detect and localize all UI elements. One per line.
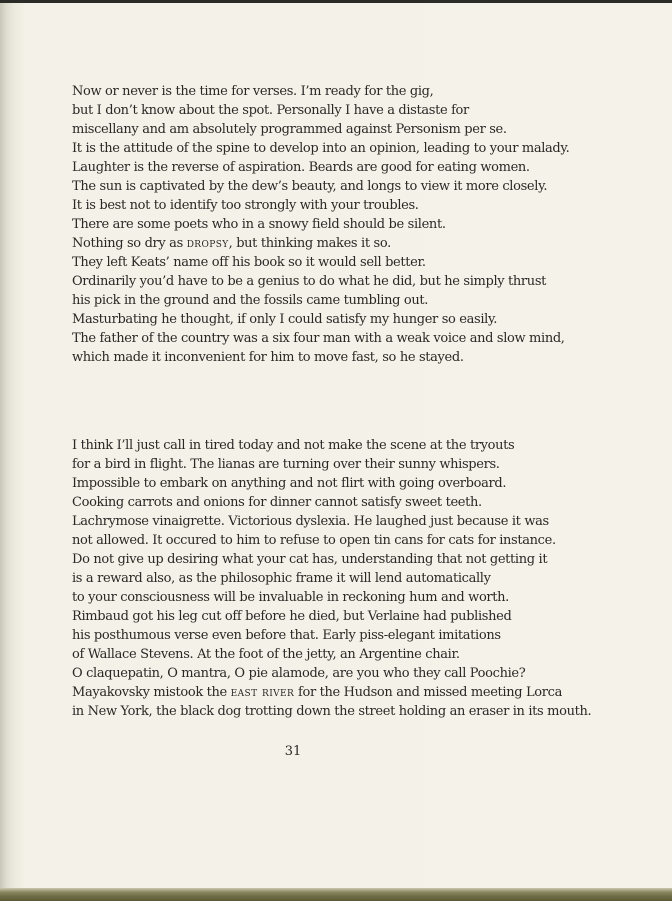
poem-line: I think I’ll just call in tired today and not make the scene at the tryouts bbox=[72, 438, 515, 453]
poem-line: It is best not to identify too strongly with your troubles. bbox=[72, 198, 419, 213]
poem-stanza-1 bbox=[72, 82, 662, 367]
poem-line: Ordinarily you’d have to be a genius to do what he did, but he simply thrust bbox=[72, 274, 547, 289]
poem-line: They left Keats’ name off his book so it would sell better. bbox=[72, 255, 426, 270]
poem-line: of Wallace Stevens. At the foot of the jetty, an Argentine chair. bbox=[72, 647, 460, 662]
poem-line: Cooking carrots and onions for dinner cannot satisfy sweet teeth. bbox=[72, 495, 482, 510]
poem-line: O claquepatin, O mantra, O pie alamode, are you who they call Poochie? bbox=[72, 666, 526, 681]
line-text: Nothing so dry as bbox=[72, 236, 187, 251]
poem-line: Rimbaud got his leg cut off before he died, but Verlaine had published bbox=[72, 609, 512, 624]
poem-line: It is the attitude of the spine to develop into an opinion, leading to your malady. bbox=[72, 141, 570, 156]
poem-line: Do not give up desiring what your cat has, understanding that not getting it bbox=[72, 552, 548, 567]
line-text: for the Hudson and missed meeting Lorca bbox=[294, 685, 562, 700]
line-text: , but thinking makes it so. bbox=[228, 236, 391, 251]
page-number: 31 bbox=[284, 744, 302, 759]
poem-line: to your consciousness will be invaluable in reckoning hum and worth. bbox=[72, 590, 509, 605]
poem-line: Impossible to embark on anything and not flirt with going overboard. bbox=[72, 476, 507, 491]
poem-line: There are some poets who in a snowy field should be silent. bbox=[72, 217, 446, 232]
poem-line: his posthumous verse even before that. Early piss-elegant imitations bbox=[72, 628, 501, 643]
small-caps-word: dropsy bbox=[186, 236, 229, 251]
poem-line: in New York, the black dog trotting down the street holding an eraser in its mouth. bbox=[72, 704, 592, 719]
poem-stanza-2 bbox=[72, 436, 662, 721]
poem-line: for a bird in flight. The lianas are turning over their sunny whispers. bbox=[72, 457, 500, 472]
poem-line: The sun is captivated by the dew’s beauty, and longs to view it more closely. bbox=[72, 179, 548, 194]
poem-line bbox=[72, 683, 662, 702]
poem-line: his pick in the ground and the fossils came tumbling out. bbox=[72, 293, 429, 308]
line-text: Mayakovsky mistook the bbox=[72, 685, 231, 700]
poem-line: but I don’t know about the spot. Personally I have a distaste for bbox=[72, 103, 469, 118]
poem-line: Laughter is the reverse of aspiration. Beards are good for eating women. bbox=[72, 160, 530, 175]
poem-line: The father of the country was a six four man with a weak voice and slow mind, bbox=[72, 331, 565, 346]
poem-line: which made it inconvenient for him to move fast, so he stayed. bbox=[72, 350, 464, 365]
book-cover-edge bbox=[0, 888, 672, 901]
poem-line: not allowed. It occured to him to refuse to open tin cans for cats for instance. bbox=[72, 533, 556, 548]
poem-line bbox=[72, 234, 662, 253]
poem-line: is a reward also, as the philosophic frame it will lend automatically bbox=[72, 571, 491, 586]
small-caps-word: east river bbox=[230, 685, 295, 700]
poem-line: miscellany and am absolutely programmed against Personism per se. bbox=[72, 122, 507, 137]
poem-line: Now or never is the time for verses. I’m ready for the gig, bbox=[72, 84, 434, 99]
poem-line: Masturbating he thought, if only I could satisfy my hunger so easily. bbox=[72, 312, 498, 327]
poem-line: Lachrymose vinaigrette. Victorious dyslexia. He laughed just because it was bbox=[72, 514, 549, 529]
page-top-edge bbox=[0, 0, 672, 3]
